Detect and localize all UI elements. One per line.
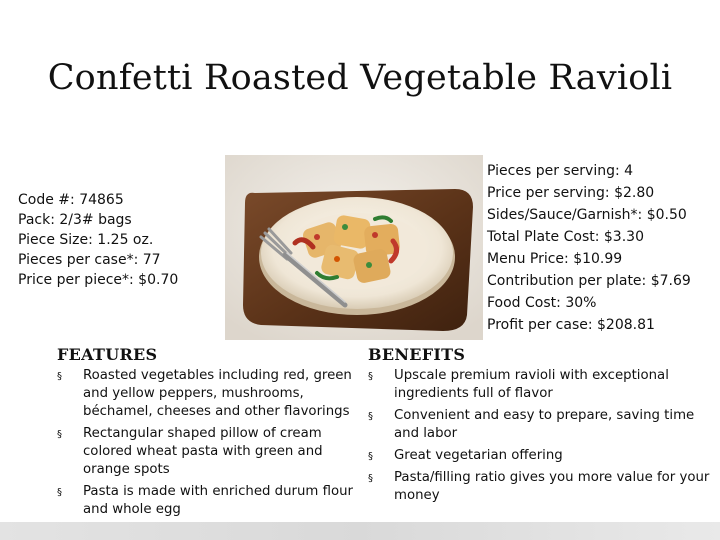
bullet-icon: § xyxy=(368,411,373,422)
list-item xyxy=(57,367,357,421)
product-specs xyxy=(18,190,178,290)
pricing-food-cost: Food Cost: 30% xyxy=(487,295,597,311)
bullet-icon: § xyxy=(57,487,62,498)
list-item xyxy=(368,469,713,505)
bullet-icon: § xyxy=(57,371,62,382)
plated-ravioli-photo xyxy=(225,155,483,340)
bullet-icon: § xyxy=(368,473,373,484)
pricing-sides-sauce-garnish: Sides/Sauce/Garnish*: $0.50 xyxy=(487,207,687,223)
bullet-icon: § xyxy=(57,429,62,440)
pricing-profit-per-case: Profit per case: $208.81 xyxy=(487,317,655,333)
spec-price-per-piece: Price per piece*: $0.70 xyxy=(18,272,179,288)
pricing-pieces-per-serving: Pieces per serving: 4 xyxy=(487,163,634,179)
list-item xyxy=(57,483,357,519)
benefit-text: Convenient and easy to prepare, saving time and labor xyxy=(394,408,695,441)
bullet-icon: § xyxy=(368,371,373,382)
list-item xyxy=(368,407,713,443)
benefits-list xyxy=(368,367,713,509)
pricing-contribution-per-plate: Contribution per plate: $7.69 xyxy=(487,273,691,289)
spec-code: Code #: 74865 xyxy=(18,192,124,208)
pricing-total-plate-cost: Total Plate Cost: $3.30 xyxy=(487,229,644,245)
feature-text: Pasta is made with enriched durum flour and whole egg xyxy=(83,484,354,517)
bullet-icon: § xyxy=(368,451,373,462)
benefit-text: Upscale premium ravioli with exceptional ingredients full of flavor xyxy=(394,368,669,401)
list-item xyxy=(368,447,713,465)
feature-text: Roasted vegetables including red, green and yellow peppers, mushrooms, béchamel, cheeses and other flavorings xyxy=(83,368,352,419)
benefit-text: Pasta/filling ratio gives you more value for your money xyxy=(394,470,710,503)
spec-pieces-per-case: Pieces per case*: 77 xyxy=(18,252,161,268)
list-item xyxy=(57,425,357,479)
footer-bar xyxy=(0,522,720,540)
list-item xyxy=(368,367,713,403)
spec-piece-size: Piece Size: 1.25 oz. xyxy=(18,232,154,248)
features-list xyxy=(57,367,357,523)
benefits-heading: BENEFITS xyxy=(368,345,466,364)
benefit-text: Great vegetarian offering xyxy=(394,448,563,463)
pricing-menu-price: Menu Price: $10.99 xyxy=(487,251,623,267)
feature-text: Rectangular shaped pillow of cream colored wheat pasta with green and orange spots xyxy=(83,426,323,477)
features-heading: FEATURES xyxy=(57,345,158,364)
page-title: Confetti Roasted Vegetable Ravioli xyxy=(47,58,673,98)
pricing-summary xyxy=(487,160,691,336)
pricing-price-per-serving: Price per serving: $2.80 xyxy=(487,185,655,201)
spec-pack: Pack: 2/3# bags xyxy=(18,212,132,228)
